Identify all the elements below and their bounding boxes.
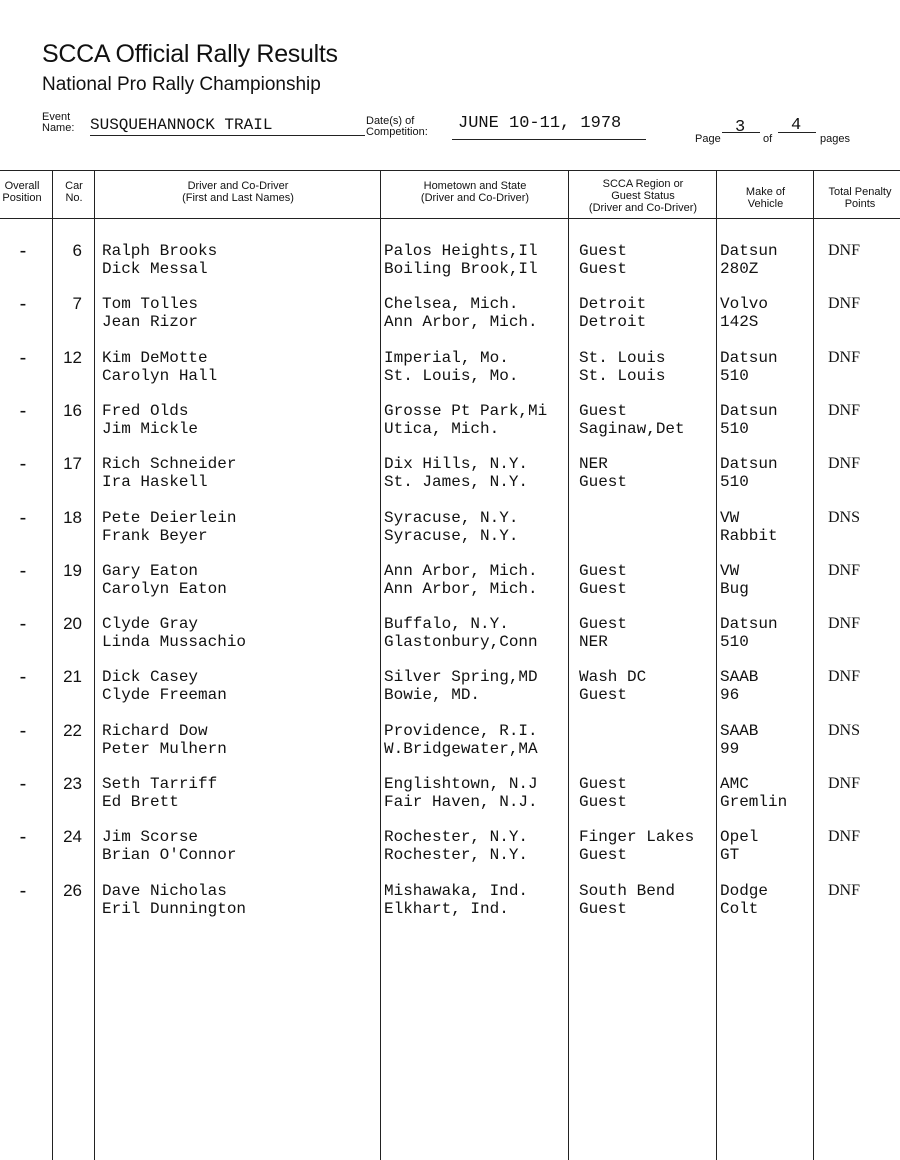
header-line: Vehicle [747,198,784,210]
form-title: SCCA Official Rally Results [42,40,338,68]
hometown-codriver-cell: Fair Haven, N.J. [384,793,538,811]
region-driver-cell: Guest [579,561,628,580]
header-line: Make of [745,186,786,198]
region-codriver-cell: Guest [579,686,628,705]
region-driver-cell: Guest [579,615,628,634]
hometown-driver-cell: Imperial, Mo. [384,348,509,367]
codriver-cell: Linda Mussachio [102,633,247,652]
region-driver-cell: Finger Lakes [579,828,695,847]
header-line: Overall [4,180,40,192]
page-label: Page [695,133,721,145]
table-row [0,615,900,655]
region-driver-cell: South Bend [579,881,676,900]
penalty-points-cell: DNF [828,455,861,473]
penalty-points-cell: DNF [828,295,861,313]
hometown-driver-cell: Chelsea, Mich. [384,295,519,314]
vehicle-model-cell: 510 [720,366,749,385]
region-codriver-cell: Saginaw,Det [579,419,685,438]
codriver-cell: Ira Haskell [102,473,208,492]
region-codriver-cell: St. Louis [579,366,666,385]
hometown-codriver-cell: Utica, Mich. [384,419,500,438]
region-codriver-cell: Guest [579,846,628,865]
table-row [0,506,900,549]
position-cell: - [19,666,27,689]
codriver-cell: Ed Brett [102,793,179,811]
driver-cell: Ralph Brooks [102,242,218,260]
hometown-codriver-cell: Boiling Brook,Il [384,260,538,278]
position-cell: - [19,240,27,262]
vehicle-make-cell: Datsun [720,401,778,420]
header-overall-position [0,180,50,204]
vehicle-model-cell: 280Z [720,260,759,278]
car-number-cell: 24 [63,827,82,847]
vehicle-model-cell: Bug [720,579,749,598]
vehicle-make-cell: VW [720,508,740,527]
position-cell: - [19,559,27,582]
region-driver-cell: Detroit [579,295,647,314]
region-codriver-cell: Guest [579,473,628,492]
header-bottom-rule [0,218,900,219]
region-driver-cell: Guest [579,242,628,260]
header-line: Driver and Co-Driver [187,180,289,192]
hometown-codriver-cell: Rochester, N.Y. [384,846,529,865]
penalty-points-cell: DNS [828,721,861,739]
region-driver-cell: St. Louis [579,348,666,367]
codriver-cell: Peter Mulhern [102,739,227,758]
header-car-number [54,180,94,204]
hometown-codriver-cell: St. James, N.Y. [384,473,529,492]
table-row [0,346,900,389]
position-cell: - [19,346,27,369]
header-line: Position [2,192,42,204]
header-hometown [382,180,568,204]
date-label-line2: Competition: [366,126,428,138]
results-table [0,164,900,1160]
region-codriver-cell: Guest [579,793,628,811]
driver-cell: Clyde Gray [102,615,199,634]
vehicle-model-cell: Rabbit [720,526,778,545]
hometown-codriver-cell: Syracuse, N.Y. [384,526,519,545]
driver-cell: Tom Tolles [102,295,199,314]
hometown-driver-cell: Syracuse, N.Y. [384,508,519,527]
vehicle-make-cell: Datsun [720,455,778,474]
hometown-driver-cell: Buffalo, N.Y. [384,615,509,634]
table-row [0,399,900,442]
hometown-codriver-cell: W.Bridgewater,MA [384,739,538,758]
region-driver-cell: Wash DC [579,668,647,687]
header-line: Hometown and State [423,180,527,192]
page-current-number: 3 [735,118,746,137]
vehicle-make-cell: Datsun [720,348,778,367]
hometown-codriver-cell: St. Louis, Mo. [384,366,519,385]
vehicle-make-cell: Volvo [720,295,769,314]
vehicle-make-cell: AMC [720,775,749,793]
codriver-cell: Eril Dunnington [102,899,247,918]
driver-cell: Jim Scorse [102,828,199,847]
position-cell: - [19,453,27,476]
header-line: Total Penalty [828,186,892,198]
table-row [0,668,900,708]
page-total-number: 4 [791,116,802,135]
driver-cell: Richard Dow [102,721,208,740]
vehicle-make-cell: Dodge [720,881,769,900]
car-number-cell: 23 [63,774,82,793]
penalty-points-cell: DNF [828,881,861,899]
table-row [0,879,900,922]
vehicle-make-cell: Datsun [720,615,778,634]
header-line: No. [65,192,83,204]
pages-label: pages [820,133,850,145]
table-row [0,559,900,602]
penalty-points-cell: DNF [828,615,861,633]
header-penalty-points [815,186,900,210]
vehicle-model-cell: 96 [720,686,740,705]
car-number-cell: 18 [63,507,82,527]
hometown-codriver-cell: Glastonbury,Conn [384,633,538,652]
penalty-points-cell: DNS [828,508,861,526]
event-name-label [42,112,88,134]
header-line: (Driver and Co-Driver) [588,202,698,214]
vehicle-make-cell: VW [720,561,740,580]
hometown-driver-cell: Grosse Pt Park,Mi [384,401,548,420]
region-codriver-cell: NER [579,633,608,652]
table-row [0,828,900,868]
penalty-points-cell: DNF [828,828,861,846]
codriver-cell: Dick Messal [102,260,208,278]
table-row [0,719,900,762]
hometown-codriver-cell: Ann Arbor, Mich. [384,313,538,332]
position-cell: - [19,773,27,795]
vehicle-make-cell: SAAB [720,668,759,687]
hometown-driver-cell: Silver Spring,MD [384,668,538,687]
header-make [718,186,813,210]
codriver-cell: Carolyn Eaton [102,579,227,598]
table-row [0,775,900,815]
hometown-codriver-cell: Elkhart, Ind. [384,899,509,918]
position-cell: - [19,399,27,422]
codriver-cell: Jean Rizor [102,313,199,332]
page-of-label: of [763,133,773,145]
vehicle-make-cell: SAAB [720,721,759,740]
region-driver-cell: NER [579,455,608,474]
header-line: Guest Status [611,190,675,202]
table-row [0,455,900,495]
header-driver [96,180,380,204]
table-top-rule [0,170,900,171]
penalty-points-cell: DNF [828,348,861,366]
codriver-cell: Clyde Freeman [102,686,227,705]
car-number-cell: 26 [63,880,82,900]
vehicle-make-cell: Datsun [720,242,778,260]
hometown-driver-cell: Ann Arbor, Mich. [384,561,538,580]
driver-cell: Dick Casey [102,668,199,687]
codriver-cell: Carolyn Hall [102,366,218,385]
header-line: Car [65,180,83,192]
region-driver-cell: Guest [579,401,628,420]
hometown-driver-cell: Englishtown, N.J [384,775,538,793]
hometown-driver-cell: Providence, R.I. [384,721,538,740]
driver-cell: Pete Deierlein [102,508,237,527]
codriver-cell: Frank Beyer [102,526,208,545]
driver-cell: Dave Nicholas [102,881,227,900]
position-cell: - [19,613,27,636]
driver-cell: Fred Olds [102,401,189,420]
car-number-cell: 21 [63,667,82,687]
penalty-points-cell: DNF [828,242,861,259]
vehicle-model-cell: 142S [720,313,759,332]
penalty-points-cell: DNF [828,775,861,792]
position-cell: - [19,826,27,849]
region-codriver-cell: Guest [579,260,628,278]
penalty-points-cell: DNF [828,668,861,686]
hometown-codriver-cell: Ann Arbor, Mich. [384,579,538,598]
vehicle-model-cell: 510 [720,419,749,438]
region-driver-cell: Guest [579,775,628,793]
codriver-cell: Brian O'Connor [102,846,237,865]
position-cell: - [19,506,27,529]
vehicle-model-cell: Colt [720,899,759,918]
penalty-points-cell: DNF [828,401,861,419]
header-line: (Driver and Co-Driver) [420,192,530,204]
car-number-cell: 12 [63,347,82,367]
position-cell: - [19,719,27,742]
hometown-driver-cell: Dix Hills, N.Y. [384,455,529,474]
vehicle-model-cell: GT [720,846,740,865]
table-row [0,242,900,282]
hometown-driver-cell: Mishawaka, Ind. [384,881,529,900]
region-codriver-cell: Guest [579,899,628,918]
car-number-cell: 7 [72,294,82,314]
car-number-cell: 19 [63,560,82,580]
competition-date-label [366,116,456,138]
date-label-line1: Date(s) of [366,115,415,127]
header-region [570,178,716,214]
car-number-cell: 20 [63,614,82,634]
event-name-field: SUSQUEHANNOCK TRAIL [90,116,365,136]
vehicle-model-cell: Gremlin [720,793,788,811]
position-cell: - [19,293,27,316]
vehicle-make-cell: Opel [720,828,759,847]
header-line: SCCA Region or [602,178,684,190]
header-line: (First and Last Names) [182,192,294,204]
car-number-cell: 22 [63,720,82,740]
event-label-line2: Name: [42,122,75,134]
penalty-points-cell: DNF [828,561,861,579]
vehicle-model-cell: 510 [720,633,749,652]
header-line: Points [844,198,876,210]
driver-cell: Rich Schneider [102,455,237,474]
vehicle-model-cell: 99 [720,739,740,758]
car-number-cell: 17 [63,454,82,474]
car-number-cell: 6 [72,241,82,260]
hometown-codriver-cell: Bowie, MD. [384,686,481,705]
driver-cell: Seth Tarriff [102,775,218,793]
hometown-driver-cell: Rochester, N.Y. [384,828,529,847]
driver-cell: Gary Eaton [102,561,199,580]
competition-date-field: JUNE 10-11, 1978 [452,114,646,140]
table-row [0,295,900,335]
car-number-cell: 16 [63,400,82,420]
event-label-line1: Event [42,111,71,123]
driver-cell: Kim DeMotte [102,348,208,367]
region-codriver-cell: Detroit [579,313,647,332]
region-codriver-cell: Guest [579,579,628,598]
position-cell: - [19,879,27,902]
vehicle-model-cell: 510 [720,473,749,492]
form-subtitle: National Pro Rally Championship [42,74,321,95]
hometown-driver-cell: Palos Heights,Il [384,242,538,260]
codriver-cell: Jim Mickle [102,419,199,438]
